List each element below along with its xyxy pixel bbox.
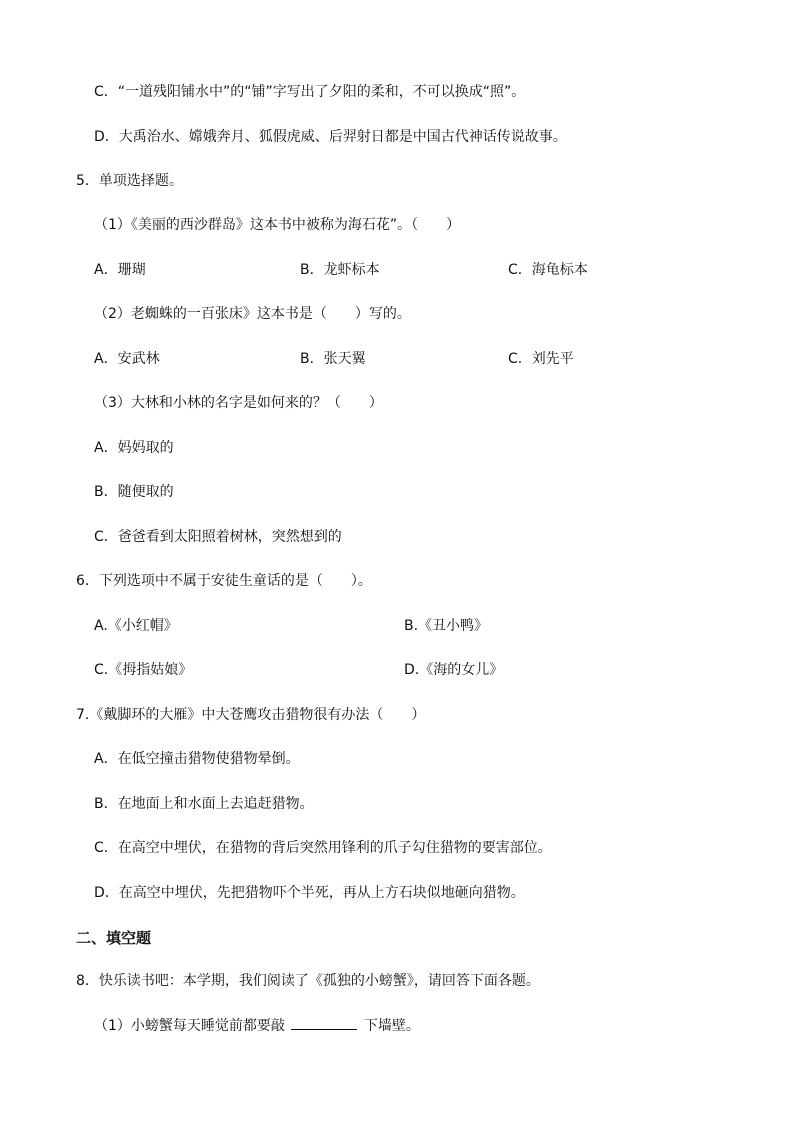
question-8-1 — [94, 1016, 420, 1035]
question-5-2-option-c: C．刘先平 — [508, 351, 574, 367]
answer-blank[interactable] — [291, 1016, 357, 1030]
question-6-option-d: D.《海的女儿》 — [404, 662, 504, 678]
question-5-3-option-a: A．妈妈取的 — [94, 440, 174, 456]
question-7-option-c: C．在高空中埋伏，在猎物的背后突然用锋利的爪子勾住猎物的要害部位。 — [94, 840, 552, 856]
question-5-2-stem: （2）老蜘蛛的一百张床》这本书是（ ）写的。 — [94, 306, 411, 322]
question-7-option-b: B．在地面上和水面上去追赶猎物。 — [94, 796, 314, 812]
question-5-3-stem: （3）大林和小林的名字是如何来的？（ ） — [94, 395, 383, 411]
question-5-3-option-b: B．随便取的 — [94, 484, 174, 500]
question-5-3-option-c: C．爸爸看到太阳照着树林，突然想到的 — [94, 529, 342, 545]
question-5-2-option-b: B．张天翼 — [300, 351, 366, 367]
question-5-1-option-c: C．海龟标本 — [508, 262, 588, 278]
section-heading: 二、填空题 — [76, 929, 152, 947]
question-6-option-a: A.《小红帽》 — [94, 618, 178, 634]
question-6-option-b: B.《丑小鸭》 — [404, 618, 489, 634]
question-6-option-c: C.《拇指姑娘》 — [94, 662, 193, 678]
question-6-stem: 6．下列选项中不属于安徒生童话的是（ ）。 — [76, 573, 372, 589]
question-8-1-text-before: （1）小螃蟹每天睡觉前都要敲 — [94, 1018, 285, 1034]
question-8-stem: 8．快乐读书吧：本学期，我们阅读了《孤独的小螃蟹》，请回答下面各题。 — [76, 973, 540, 989]
prev-option-c: C．“一道残阳铺水中”的“铺”字写出了夕阳的柔和，不可以换成“照”。 — [94, 84, 526, 100]
question-5-2-option-a: A．安武林 — [94, 351, 160, 367]
question-8-1-text-after: 下墙壁。 — [363, 1018, 420, 1034]
question-5-1-option-a: A．珊瑚 — [94, 262, 146, 278]
question-7-stem: 7.《戴脚环的大雁》中大苍鹰攻击猎物很有办法（ ） — [76, 707, 426, 723]
question-5-1-option-b: B．龙虾标本 — [300, 262, 380, 278]
question-5-stem: 5．单项选择题。 — [76, 173, 183, 189]
question-7-option-a: A．在低空撞击猎物使猎物晕倒。 — [94, 751, 300, 767]
question-7-option-d: D．在高空中埋伏，先把猎物吓个半死，再从上方石块似地砸向猎物。 — [94, 885, 525, 901]
question-5-1-stem: （1）《美丽的西沙群岛》这本书中被称为海石花”。（ ） — [94, 217, 461, 233]
prev-option-d: D．大禹治水、嫦娥奔月、狐假虎威、后羿射日都是中国古代神话传说故事。 — [94, 129, 567, 145]
